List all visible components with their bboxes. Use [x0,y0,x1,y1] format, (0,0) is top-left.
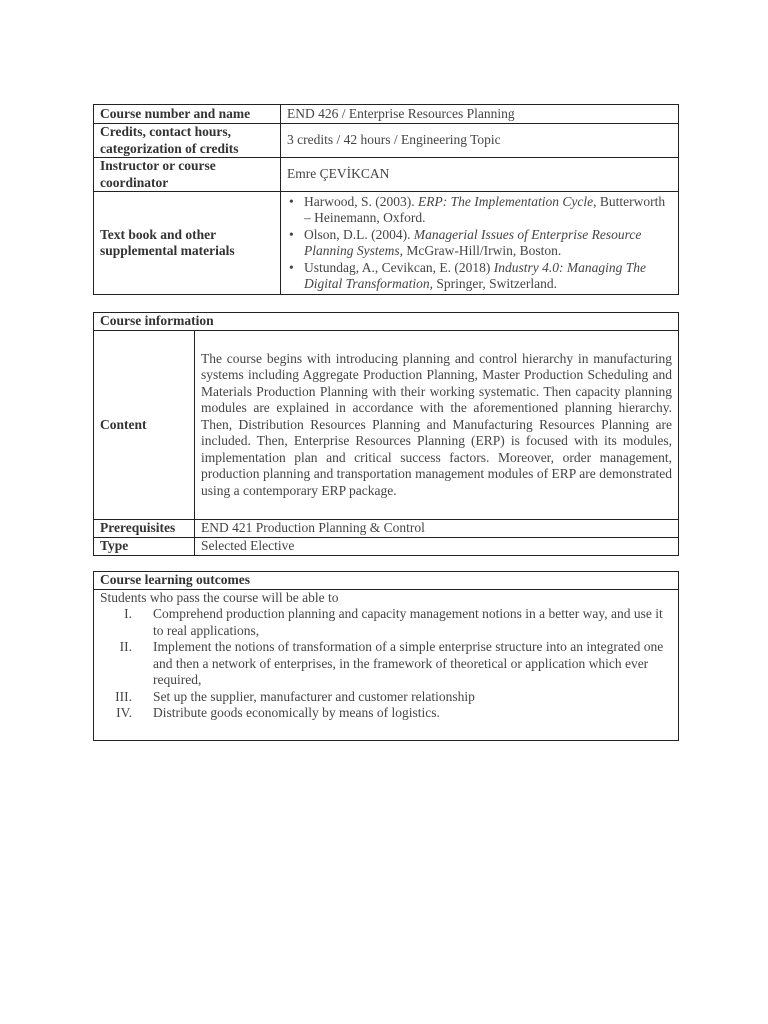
outcome-text: Set up the supplier, manufacturer and customer relationship [153,688,475,704]
table-row [94,520,679,538]
list-item [100,606,672,639]
reference-title: Managerial Issues of Enterprise Resource Planning Systems [304,226,642,258]
instructor-value: Emre ÇEVİKCAN [281,158,679,192]
instructor-label: Instructor or course coordinator [94,158,281,192]
reference-title: Industry 4.0: Managing The Digital Transformation [304,259,646,291]
reference-author: Harwood, S. (2003). [304,193,418,209]
table-row [94,538,679,556]
table-row [94,105,679,124]
reference-author: Olson, D.L. (2004). [304,226,414,242]
table-row [94,158,679,192]
reference-publisher: , Springer, Switzerland. [429,276,557,291]
textbook-label: Text book and other supplemental materials [94,192,281,295]
outcomes-intro: Students who pass the course will be able to [100,589,339,605]
course-number-label: Course number and name [94,105,281,124]
reference-publisher: , Butterworth – Heinemann, Oxford. [304,193,666,225]
reference-list [287,194,672,293]
list-item [100,705,672,722]
outcome-number: IV. [116,705,132,720]
content-label: Content [94,331,195,520]
course-information-table [93,312,679,556]
learning-outcomes-header: Course learning outcomes [94,572,679,590]
outcome-text: Comprehend production planning and capacity management notions in a better way, and use it to real applications, [153,606,663,638]
table-row [94,572,679,590]
reference-publisher: , McGraw-Hill/Irwin, Boston. [399,243,562,258]
reference-title: ERP: The Implementation Cycle [418,193,594,209]
prerequisites-value: END 421 Production Planning & Control [195,520,679,538]
outcome-number: III. [115,688,132,704]
content-text: The course begins with introducing planning and control hierarchy in manufacturing systems including Aggregate Production Planning, Master Production Scheduling and Materials Production Planning with their working systematic. Then capacity planning modules are explained in accordance with the aforementioned planning hierarchy. Then, Distribution Resources Planning and Manufacturing Resources Planning are included. Then, Enterprise Resources Planning (ERP) is focused with its modules, implementation plan and critical success factors. Moreover, order management, production planning and transportation management modules of ERP are demonstrated using a contemporary ERP package. [195,331,679,520]
prerequisites-label: Prerequisites [94,520,195,538]
course-number-value: END 426 / Enterprise Resources Planning [281,105,679,124]
table-row [94,331,679,520]
outcome-number: I. [124,606,132,621]
outcome-text: Implement the notions of transformation of a simple enterprise structure into an integrated one and then a network of enterprises, in the framework of theoretical or application which ever required, [153,639,664,687]
outcome-number: II. [119,639,132,654]
table-row [94,124,679,158]
table-row [94,313,679,331]
list-item [100,689,672,706]
credits-value: 3 credits / 42 hours / Engineering Topic [281,124,679,158]
list-item [100,639,672,689]
course-information-header: Course information [94,313,679,331]
credits-label: Credits, contact hours, categorization of credits [94,124,281,158]
textbook-value [281,192,679,295]
list-item [304,194,672,227]
outcomes-list [100,606,672,722]
outcome-text: Distribute goods economically by means of logistics. [153,705,440,720]
learning-outcomes-table [93,571,679,741]
table-row [94,192,679,295]
course-details-table [93,104,679,295]
table-row [94,589,679,740]
list-item [304,227,672,260]
type-value: Selected Elective [195,538,679,556]
list-item [304,260,672,293]
reference-author: Ustundag, A., Cevikcan, E. (2018) [304,259,494,275]
learning-outcomes-body [94,589,679,740]
type-label: Type [94,538,195,556]
